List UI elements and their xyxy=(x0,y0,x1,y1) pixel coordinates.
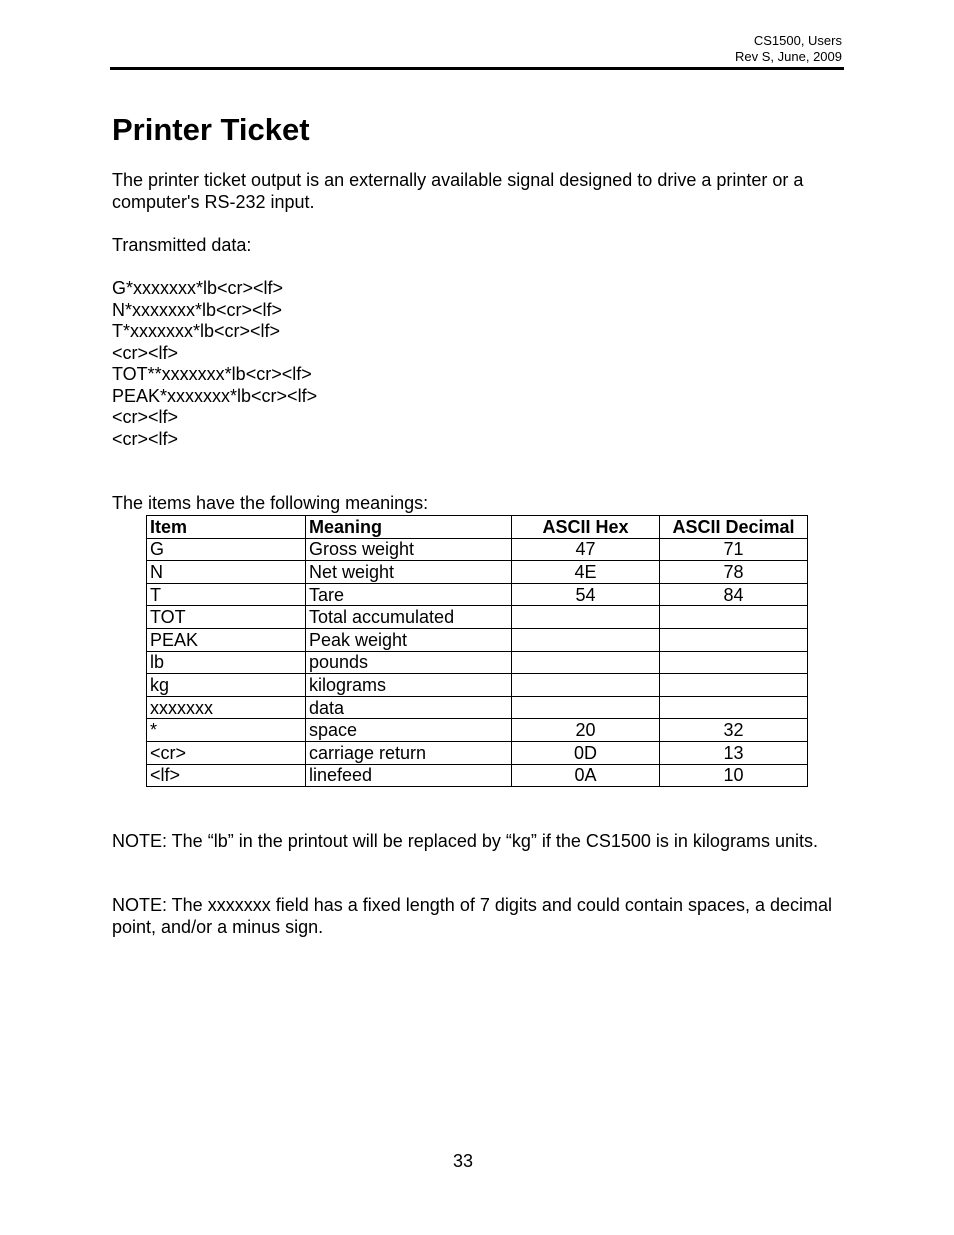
cell-meaning: linefeed xyxy=(306,764,512,787)
cell-meaning: Gross weight xyxy=(306,538,512,561)
note-field-length: NOTE: The xxxxxxx field has a fixed length of 7 digits and could contain spaces, a decimal point, and/or a minus sign. xyxy=(112,895,833,937)
table-row xyxy=(147,538,808,561)
cell-ascii-hex: 54 xyxy=(512,583,660,606)
page-number: 33 xyxy=(452,1151,474,1171)
cell-meaning: kilograms xyxy=(306,674,512,697)
transmitted-line: PEAK*xxxxxxx*lb<cr><lf> xyxy=(112,385,318,406)
column-header-item: Item xyxy=(147,516,306,539)
note-units: NOTE: The “lb” in the printout will be replaced by “kg” if the CS1500 is in kilograms units. xyxy=(112,831,818,851)
cell-ascii-decimal xyxy=(660,651,808,674)
header-document-title: CS1500, Users xyxy=(753,33,842,48)
table-header-row xyxy=(147,516,808,539)
cell-item: TOT xyxy=(147,606,306,629)
page-header xyxy=(735,33,842,65)
column-header-ascii-hex: ASCII Hex xyxy=(512,516,660,539)
header-divider xyxy=(110,67,844,70)
page-title: Printer Ticket xyxy=(112,112,310,147)
cell-ascii-hex: 0A xyxy=(512,764,660,787)
cell-item: N xyxy=(147,561,306,584)
cell-ascii-hex xyxy=(512,674,660,697)
transmitted-line: <cr><lf> xyxy=(112,428,179,449)
item-meanings-table xyxy=(146,515,808,787)
transmitted-line: <cr><lf> xyxy=(112,342,179,363)
cell-meaning: Net weight xyxy=(306,561,512,584)
table-row xyxy=(147,741,808,764)
cell-ascii-decimal: 32 xyxy=(660,719,808,742)
table-row xyxy=(147,719,808,742)
cell-ascii-decimal xyxy=(660,606,808,629)
cell-item: <lf> xyxy=(147,764,306,787)
cell-ascii-decimal: 78 xyxy=(660,561,808,584)
column-header-meaning: Meaning xyxy=(306,516,512,539)
cell-ascii-hex xyxy=(512,606,660,629)
transmitted-data-label: Transmitted data: xyxy=(112,235,252,255)
table-row xyxy=(147,674,808,697)
cell-item: T xyxy=(147,583,306,606)
cell-meaning: Peak weight xyxy=(306,628,512,651)
cell-meaning: pounds xyxy=(306,651,512,674)
table-row xyxy=(147,696,808,719)
transmitted-line: G*xxxxxxx*lb<cr><lf> xyxy=(112,278,284,298)
table-row xyxy=(147,764,808,787)
cell-ascii-hex: 0D xyxy=(512,741,660,764)
transmitted-line: T*xxxxxxx*lb<cr><lf> xyxy=(112,321,281,341)
cell-item: kg xyxy=(147,674,306,697)
table-row xyxy=(147,628,808,651)
cell-meaning: Tare xyxy=(306,583,512,606)
table-row xyxy=(147,606,808,629)
cell-meaning: carriage return xyxy=(306,741,512,764)
cell-item: G xyxy=(147,538,306,561)
transmitted-data-block xyxy=(112,278,842,450)
cell-ascii-hex xyxy=(512,696,660,719)
cell-item: <cr> xyxy=(147,741,306,764)
cell-item: lb xyxy=(147,651,306,674)
column-header-ascii-decimal: ASCII Decimal xyxy=(660,516,808,539)
transmitted-line: <cr><lf> xyxy=(112,407,179,427)
cell-meaning: Total accumulated xyxy=(306,606,512,629)
cell-ascii-decimal: 10 xyxy=(660,764,808,787)
cell-ascii-hex xyxy=(512,628,660,651)
cell-meaning: space xyxy=(306,719,512,742)
cell-ascii-hex: 4E xyxy=(512,561,660,584)
cell-ascii-hex xyxy=(512,651,660,674)
cell-ascii-hex: 47 xyxy=(512,538,660,561)
meanings-label: The items have the following meanings: xyxy=(112,493,429,513)
table-row xyxy=(147,561,808,584)
cell-item: xxxxxxx xyxy=(147,696,306,719)
cell-ascii-decimal xyxy=(660,696,808,719)
cell-item: PEAK xyxy=(147,628,306,651)
cell-ascii-decimal: 13 xyxy=(660,741,808,764)
cell-ascii-decimal xyxy=(660,628,808,651)
transmitted-line: TOT**xxxxxxx*lb<cr><lf> xyxy=(112,364,312,384)
cell-meaning: data xyxy=(306,696,512,719)
cell-ascii-decimal xyxy=(660,674,808,697)
table-row xyxy=(147,583,808,606)
intro-paragraph: The printer ticket output is an externally available signal designed to drive a printer or a computer's RS-232 input. xyxy=(112,170,804,212)
cell-ascii-hex: 20 xyxy=(512,719,660,742)
transmitted-line: N*xxxxxxx*lb<cr><lf> xyxy=(112,299,283,320)
cell-ascii-decimal: 84 xyxy=(660,583,808,606)
cell-item: * xyxy=(147,719,306,742)
table-row xyxy=(147,651,808,674)
cell-ascii-decimal: 71 xyxy=(660,538,808,561)
header-revision: Rev S, June, 2009 xyxy=(735,49,842,64)
